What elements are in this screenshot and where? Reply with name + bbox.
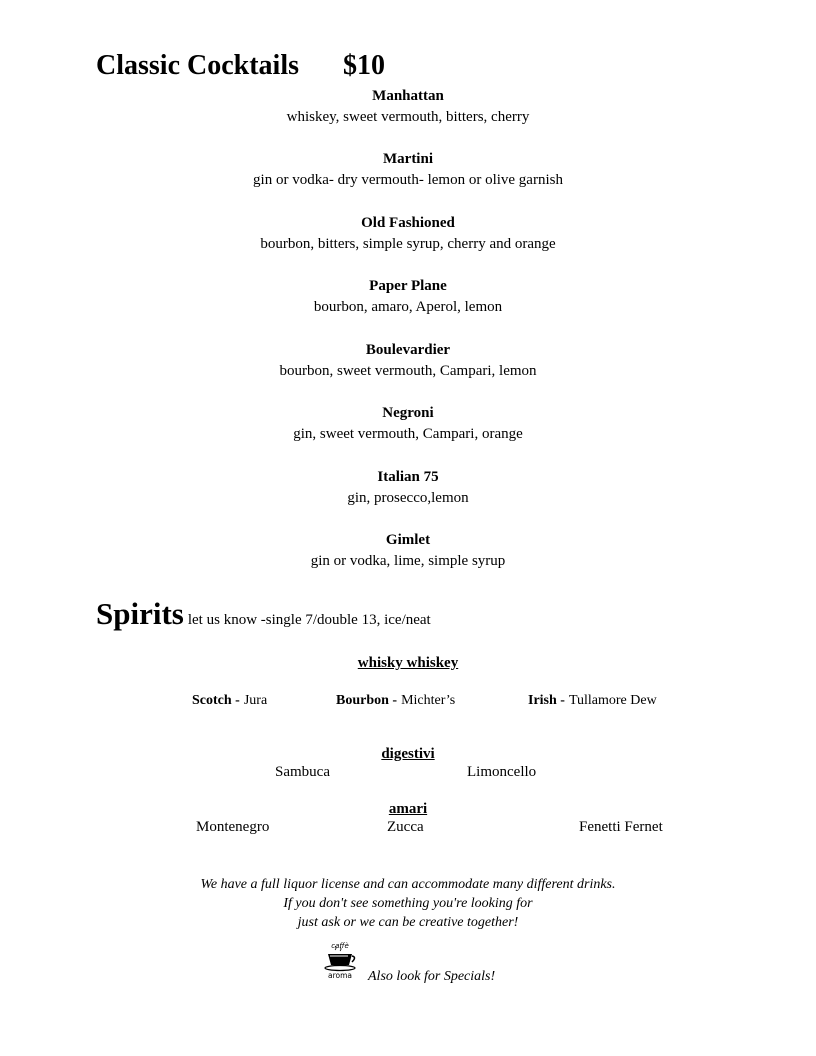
cocktail-ingredients: gin, prosecco,lemon (347, 490, 469, 506)
whisky-brand: Michter’s (401, 693, 456, 708)
whisky-item-scotch (192, 691, 267, 709)
whisky-type: Scotch - (192, 693, 240, 708)
cocktail-name: Old Fashioned (361, 215, 455, 231)
whisky-item-irish (528, 691, 657, 709)
svg-text:caffè: caffè (331, 942, 349, 950)
whisky-brand: Tullamore Dew (568, 693, 657, 708)
spirits-subtitle: let us know -single 7/double 13, ice/neat (187, 612, 431, 628)
cocktail-name: Boulevardier (365, 342, 451, 358)
whisky-heading: whisky whiskey (357, 655, 459, 671)
cocktail-ingredients: bourbon, sweet vermouth, Campari, lemon (279, 363, 537, 379)
coffee-cup-icon (322, 940, 358, 980)
whisky-item-bourbon (336, 691, 455, 709)
amari-heading: amari (388, 801, 428, 817)
cocktails-heading (96, 50, 385, 82)
cocktail-name: Manhattan (372, 88, 444, 104)
caffe-aroma-logo (322, 940, 358, 980)
cocktail-ingredients: gin or vodka, lime, simple syrup (310, 553, 506, 569)
whisky-brand: Jura (243, 693, 268, 708)
spirits-title: Spirits (96, 596, 184, 631)
cocktail-name: Martini (383, 151, 433, 167)
amaro-item: Montenegro (196, 819, 270, 835)
digestivi-heading: digestivi (381, 746, 435, 762)
amaro-item: Zucca (387, 819, 424, 835)
amaro-item: Fenetti Fernet (579, 819, 663, 835)
cocktail-ingredients: bourbon, amaro, Aperol, lemon (313, 299, 503, 315)
spirits-heading (96, 596, 431, 632)
cocktail-name: Paper Plane (369, 278, 447, 294)
footer-note-line: just ask or we can be creative together! (297, 915, 519, 930)
digestivo-item: Limoncello (467, 764, 537, 780)
specials-note: Also look for Specials! (368, 969, 496, 984)
cocktail-ingredients: bourbon, bitters, simple syrup, cherry and orange (260, 236, 556, 252)
cocktails-price: $10 (343, 50, 385, 81)
digestivo-item: Sambuca (275, 764, 330, 780)
cocktail-ingredients: gin or vodka- dry vermouth- lemon or olive garnish (253, 172, 563, 188)
cocktail-name: Negroni (382, 405, 434, 421)
whisky-type: Irish - (528, 693, 565, 708)
footer-note-line: We have a full liquor license and can accommodate many different drinks. (200, 877, 616, 892)
cocktails-title: Classic Cocktails (96, 50, 299, 81)
cocktail-name: Italian 75 (377, 469, 439, 485)
cocktail-ingredients: gin, sweet vermouth, Campari, orange (293, 426, 523, 442)
whisky-type: Bourbon - (336, 693, 398, 708)
svg-text:aroma: aroma (327, 971, 353, 980)
cocktail-name: Gimlet (385, 532, 431, 548)
footer-note-line: If you don't see something you're looking for (283, 896, 533, 911)
cocktail-ingredients: whiskey, sweet vermouth, bitters, cherry (286, 109, 530, 125)
